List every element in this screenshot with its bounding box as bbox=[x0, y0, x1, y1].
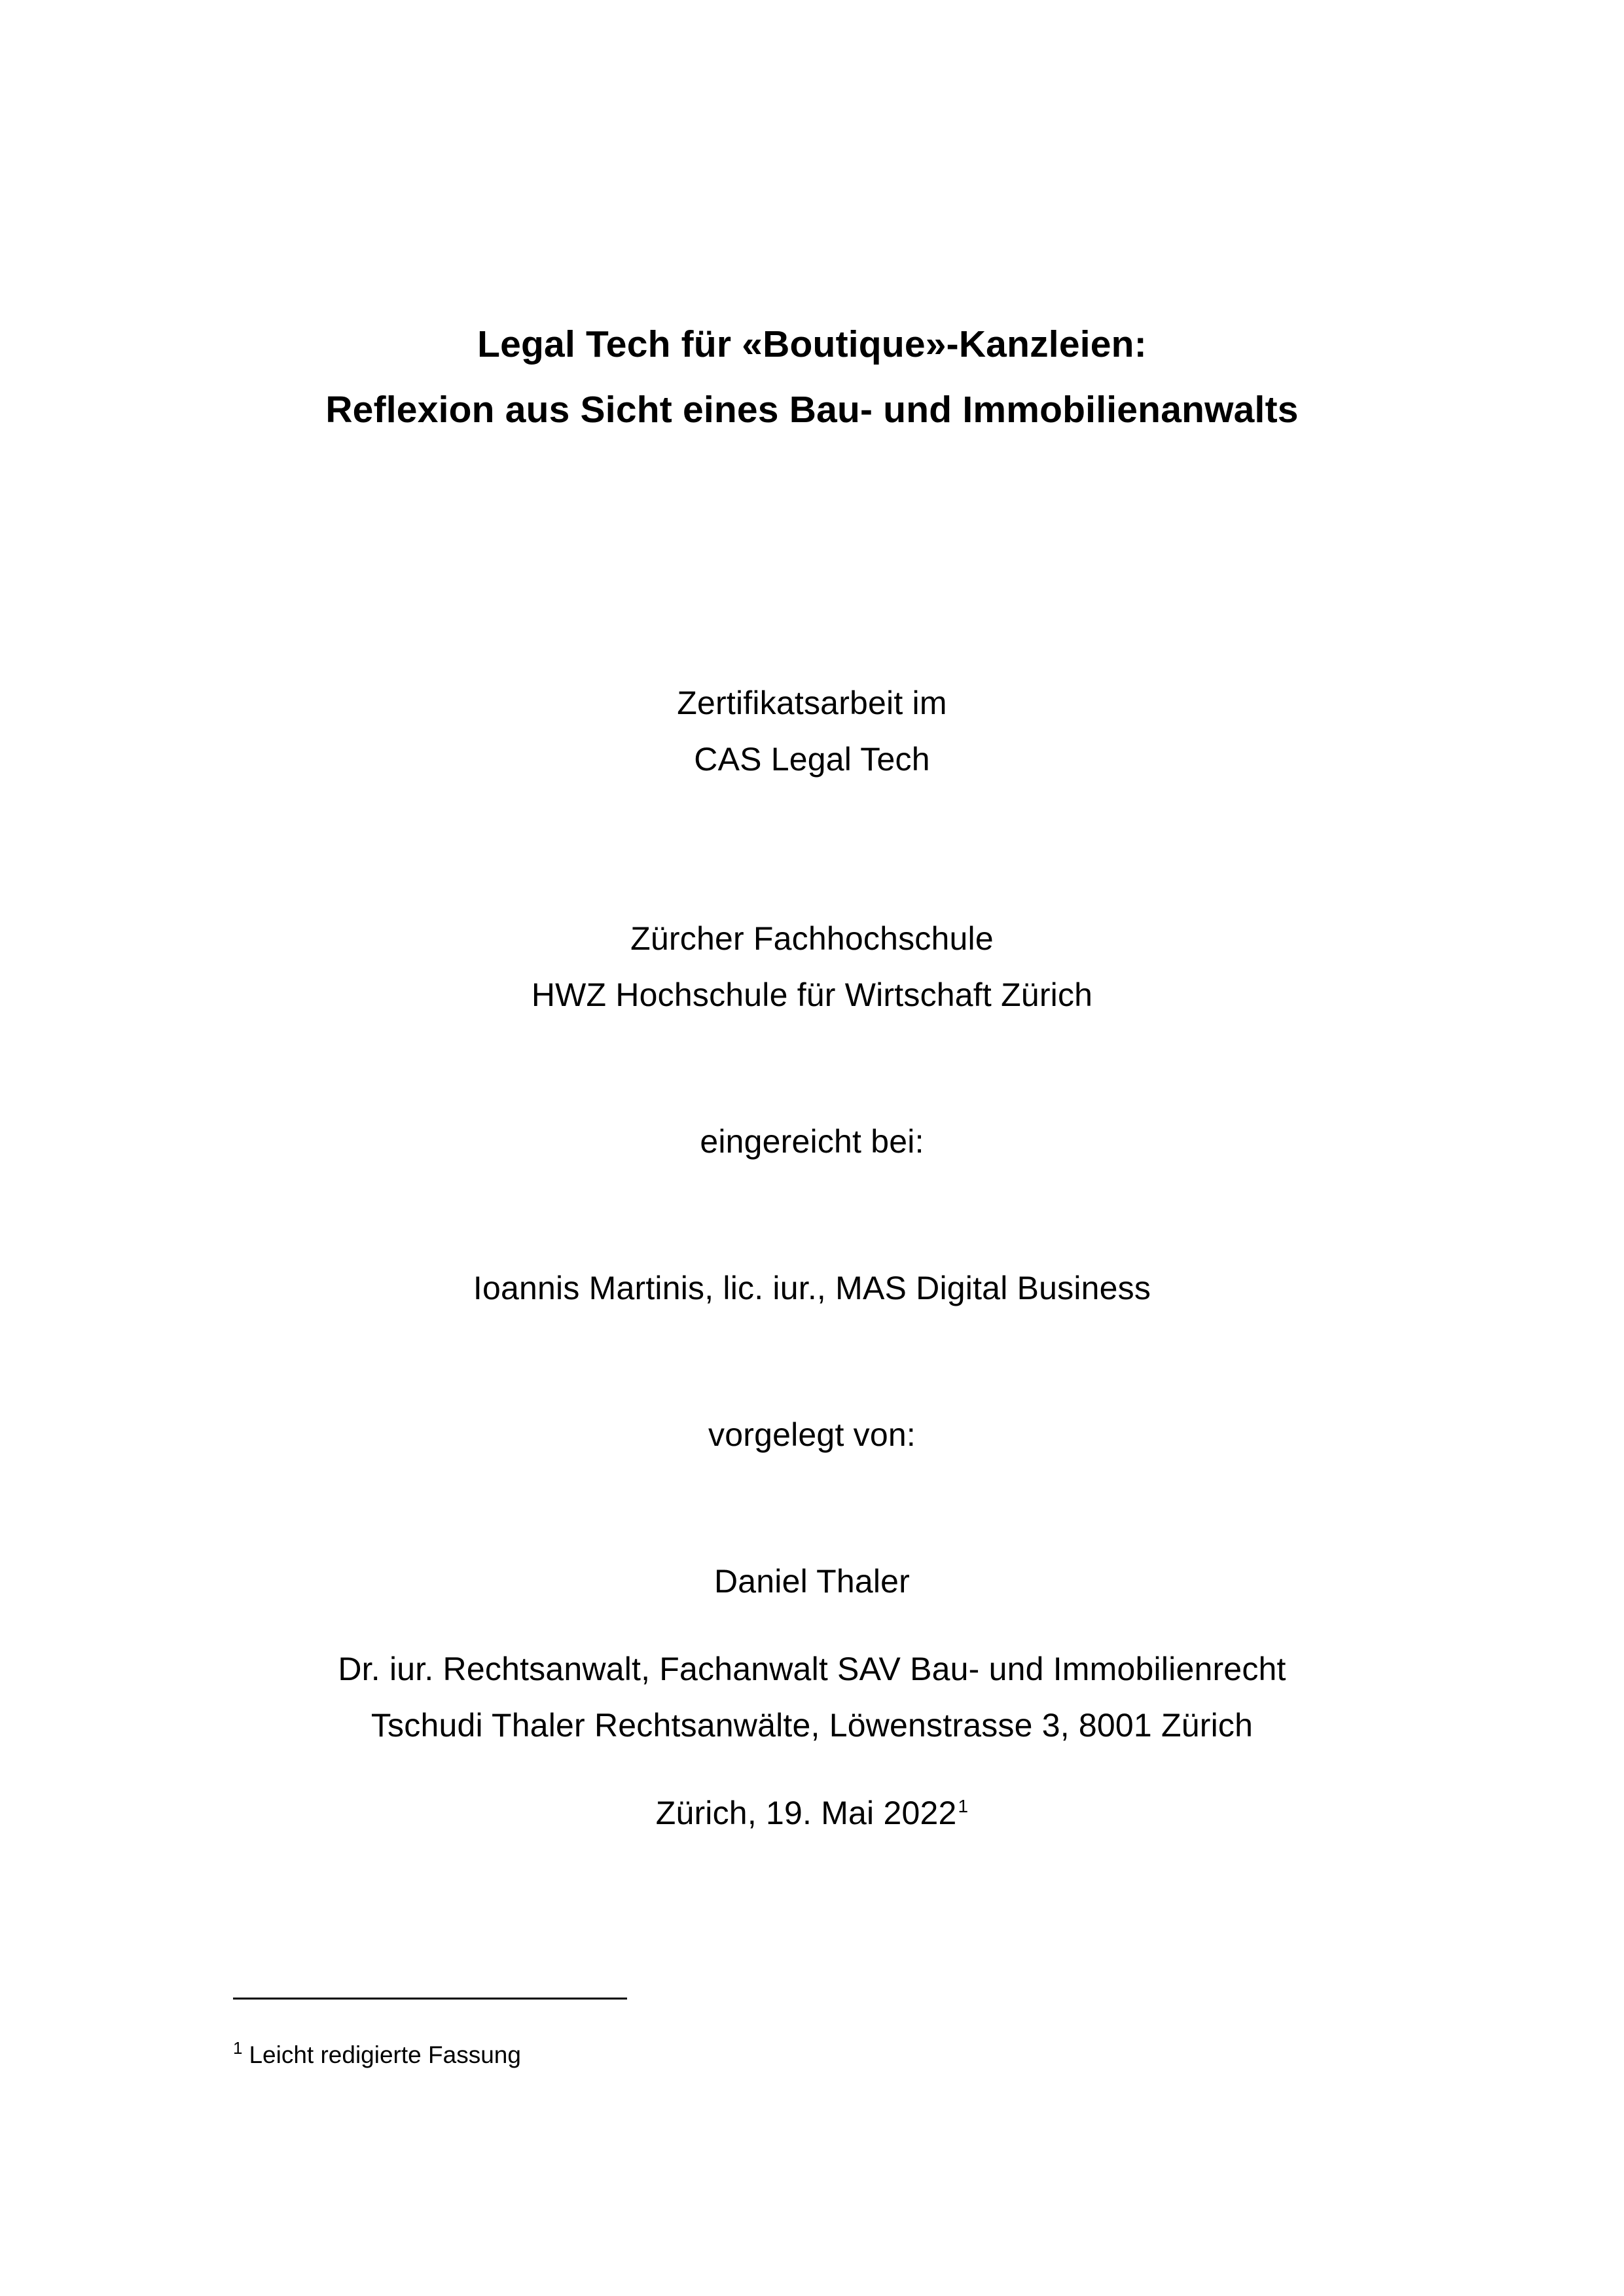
thesis-type-line-2: CAS Legal Tech bbox=[694, 741, 930, 778]
institution-line-2: HWZ Hochschule für Wirtschaft Zürich bbox=[531, 977, 1093, 1013]
date-text: Zürich, 19. Mai 2022 bbox=[655, 1795, 957, 1831]
title-line-1: Legal Tech für «Boutique»-Kanzleien: bbox=[477, 323, 1147, 365]
footnote-text: Leicht redigierte Fassung bbox=[249, 2041, 521, 2068]
footnote bbox=[233, 2038, 521, 2072]
date-line bbox=[0, 1793, 1624, 1838]
presented-by-label: vorgelegt von: bbox=[708, 1416, 916, 1453]
institution-line-1: Zürcher Fachhochschule bbox=[630, 920, 994, 957]
footnote-reference[interactable]: 1 bbox=[958, 1796, 969, 1816]
submitted-to-label: eingereicht bei: bbox=[700, 1123, 924, 1160]
title-line-2: Reflexion aus Sicht eines Bau- und Immobilienanwalts bbox=[325, 389, 1299, 431]
author-firm-address: Tschudi Thaler Rechtsanwälte, Löwenstrasse 3, 8001 Zürich bbox=[370, 1707, 1254, 1744]
supervisor-name: Ioannis Martinis, lic. iur., MAS Digital Business bbox=[473, 1270, 1151, 1306]
footnote-separator bbox=[233, 1998, 627, 2000]
author-credentials: Dr. iur. Rechtsanwalt, Fachanwalt SAV Bau- und Immobilienrecht bbox=[338, 1651, 1286, 1687]
author-name: Daniel Thaler bbox=[713, 1563, 911, 1600]
footnote-number: 1 bbox=[233, 2038, 243, 2058]
thesis-type-line-1: Zertifikatsarbeit im bbox=[677, 685, 947, 721]
